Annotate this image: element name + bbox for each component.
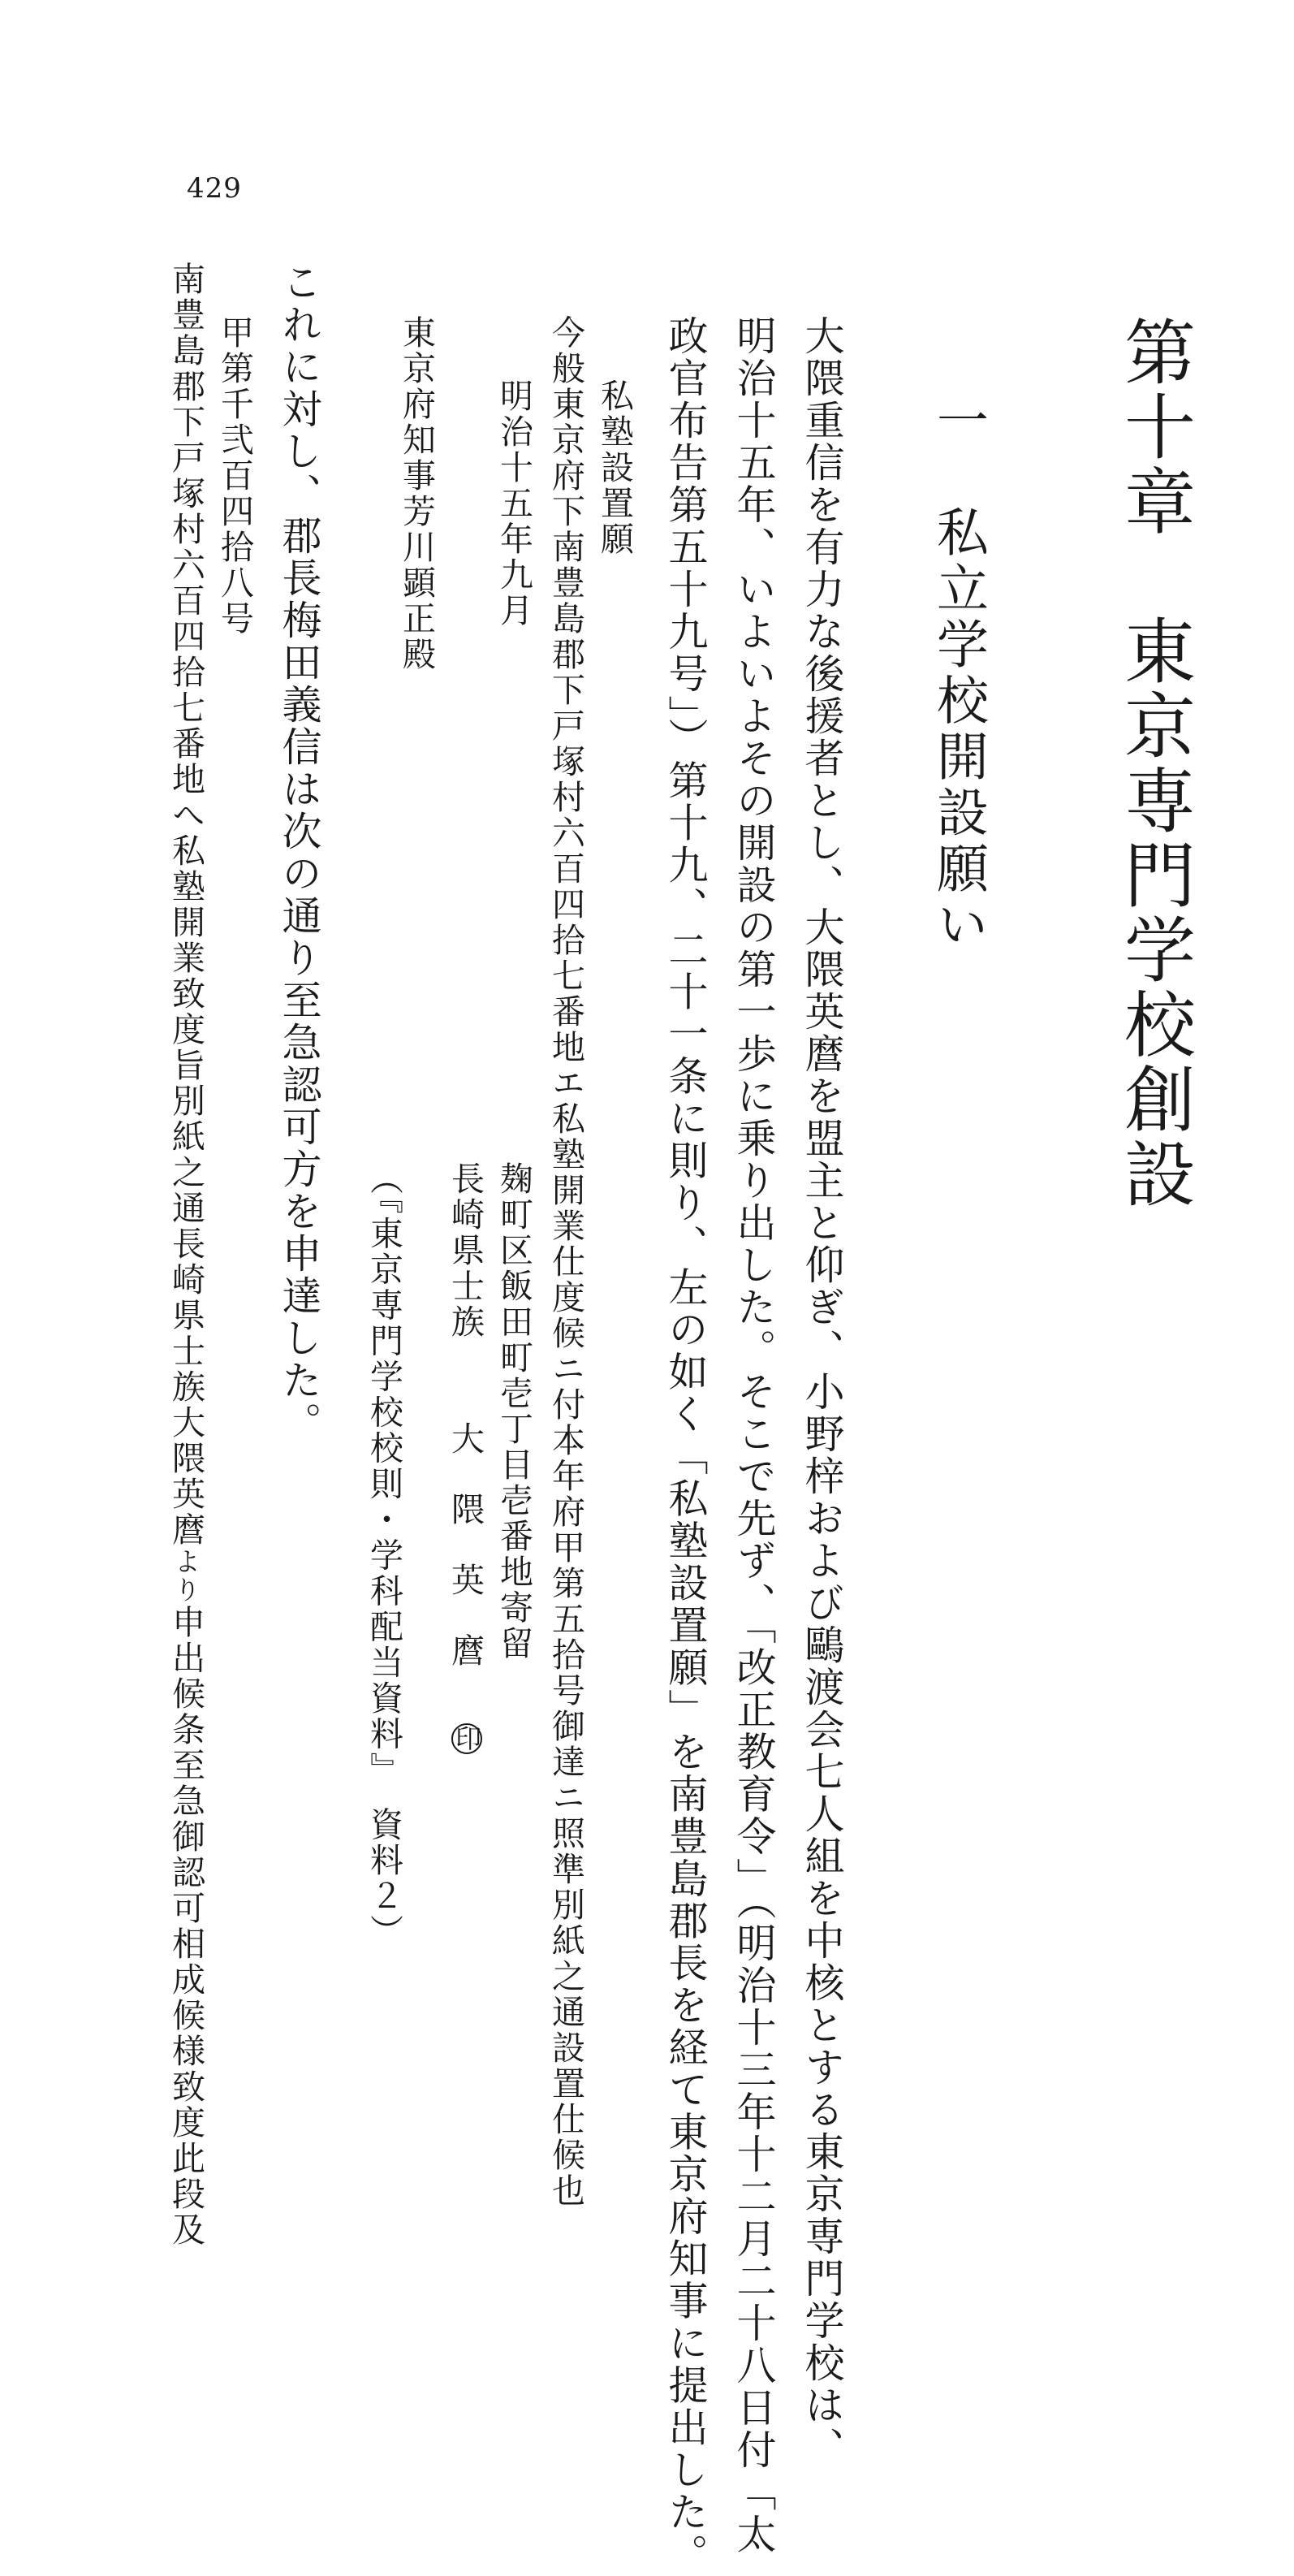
response-paragraph: これに対し、郡長梅田義信は次の通り至急認可方を申達した。 — [276, 261, 322, 1444]
document-status: 長崎県士族 — [446, 1161, 485, 1340]
paragraph-line: 明治十五年、いよいよその開設の第一歩に乗り出した。そこで先ず、「改正教育令」（明治十三年十二月二十八日付「太 — [731, 315, 777, 2556]
report-body — [166, 261, 205, 2248]
document-title: 私塾設置願 — [595, 378, 634, 557]
page-number: 429 — [187, 172, 242, 205]
source-citation: （『東京専門学校校則・学科配当資料』 資料２） — [364, 1161, 403, 1950]
document-address: 麹町区飯田町壱丁目壱番地寄留 — [494, 1161, 533, 1662]
document-addressee: 東京府知事芳川顕正殿 — [397, 315, 436, 672]
document-body: 今般東京府下南豊島郡下戸塚村六百四拾七番地エ私塾開業仕度候ニ付本年府甲第五拾号御達ニ照準別紙之通設置仕候也 — [546, 315, 585, 2209]
report-number: 甲第千弐百四拾八号 — [215, 315, 254, 637]
document-signer: 大隈英麿 — [446, 1421, 485, 1704]
seal-mark: 印 — [451, 1725, 482, 1753]
paragraph-line: 大隈重信を有力な後援者とし、大隈英麿を盟主と仰ぎ、小野梓および鷗渡会七人組を中核とする東京専門学校は、 — [799, 315, 845, 2469]
paragraph-line: 政官布告第五十九号」）第十九、二十一条に則り、左の如く「私塾設置願」を南豊島郡長を経て東京府知事に提出した。 — [662, 315, 709, 2576]
document-date: 明治十五年九月 — [494, 378, 533, 629]
report-body-after: 申出候条至急御認可相成候様致度此段及 — [166, 1605, 205, 2248]
report-body-small: より — [170, 1548, 201, 1605]
chapter-title: 第十章 東京専門学校創設 — [1113, 315, 1197, 1212]
section-title: 一 私立学校開設願い — [928, 393, 988, 953]
report-body-before: 南豊島郡下戸塚村六百四拾七番地へ私塾開業致度旨別紙之通長崎県士族大隈英麿 — [166, 261, 205, 1548]
